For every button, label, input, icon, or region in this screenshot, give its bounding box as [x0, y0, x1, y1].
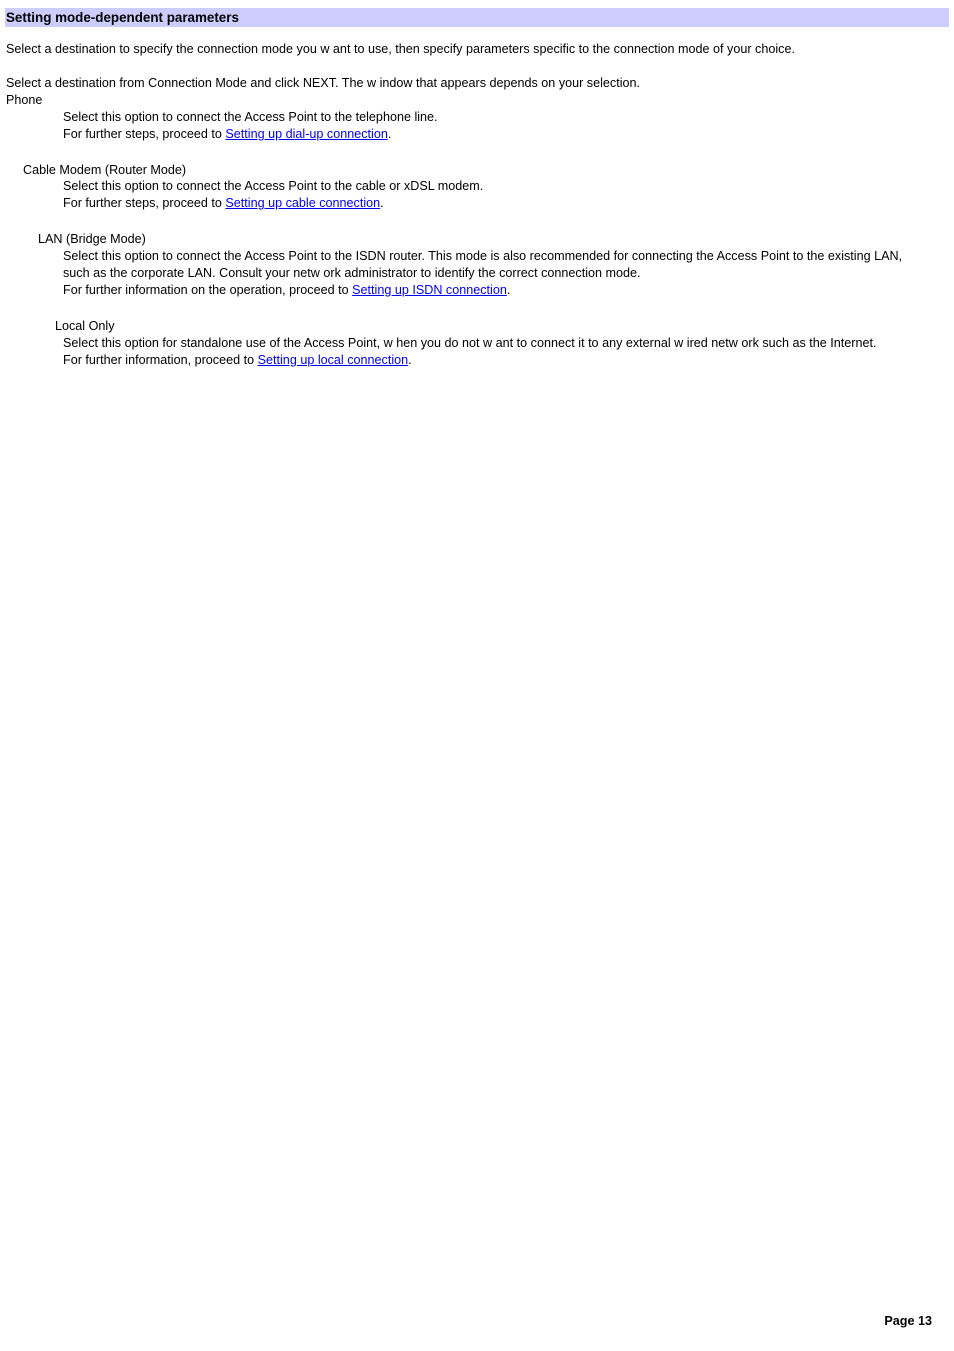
- mode-local-label: Local Only: [55, 319, 115, 333]
- mode-cable-description: Select this option to connect the Access Point to the cable or xDSL modem.: [63, 179, 484, 193]
- mode-cable-label: Cable Modem (Router Mode): [23, 163, 187, 177]
- mode-lan-description-1: Select this option to connect the Access Point to the ISDN router. This mode is also recommended for connecting the Access Point to the existing LAN,: [63, 249, 903, 263]
- mode-lan-description-2: such as the corporate LAN. Consult your netw ork administrator to identify the correct connection mode.: [63, 266, 641, 280]
- mode-lan-label: LAN (Bridge Mode): [38, 232, 146, 246]
- further-prefix: For further steps, proceed to: [63, 127, 226, 141]
- further-prefix: For further steps, proceed to: [63, 196, 226, 210]
- mode-lan-further: [63, 282, 510, 299]
- mode-phone-description: Select this option to connect the Access Point to the telephone line.: [63, 110, 438, 124]
- isdn-connection-link[interactable]: Setting up ISDN connection: [352, 283, 507, 297]
- further-suffix: .: [387, 127, 392, 141]
- mode-phone-label: Phone: [6, 93, 43, 107]
- further-prefix: For further information on the operation, proceed to: [63, 283, 353, 297]
- mode-cable-further: [63, 195, 384, 212]
- page-title: Setting mode-dependent parameters: [5, 8, 949, 27]
- further-prefix: For further information, proceed to: [63, 353, 258, 367]
- page-number: Page 13: [884, 1314, 932, 1328]
- mode-local-description: Select this option for standalone use of the Access Point, w hen you do not w ant to connect it to any external w ired netw ork such as the Internet.: [63, 336, 877, 350]
- instruction-text: Select a destination from Connection Mode and click NEXT. The w indow that appears depends on your selection.: [6, 76, 641, 90]
- further-suffix: .: [408, 353, 412, 367]
- dialup-connection-link[interactable]: Setting up dial-up connection: [225, 127, 388, 141]
- mode-phone-further: [63, 126, 391, 143]
- local-connection-link[interactable]: Setting up local connection: [257, 353, 409, 367]
- cable-connection-link[interactable]: Setting up cable connection: [225, 196, 381, 210]
- mode-local-further: [63, 352, 412, 369]
- further-suffix: .: [506, 283, 511, 297]
- intro-text: Select a destination to specify the connection mode you w ant to use, then specify parameters specific to the connection mode of your choice.: [6, 42, 795, 56]
- further-suffix: .: [380, 196, 384, 210]
